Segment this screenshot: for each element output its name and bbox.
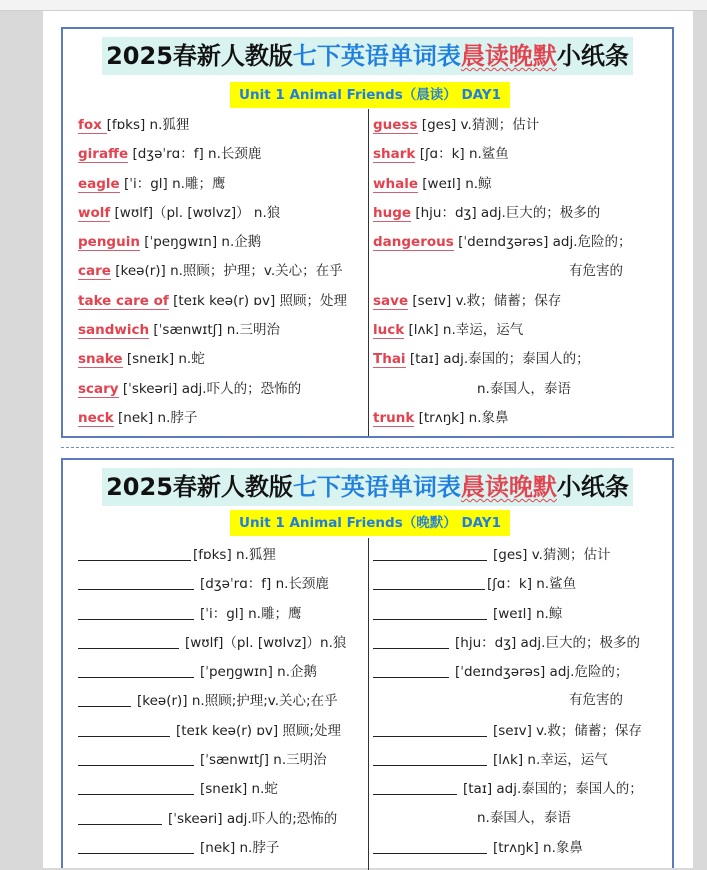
blank-hint: [ˈsænwɪtʃ] n.三明治 bbox=[200, 752, 327, 769]
word-row bbox=[373, 230, 668, 259]
answer-blank[interactable] bbox=[78, 806, 162, 825]
card-subtitle: Unit 1 Animal Friends（晚默） DAY1 bbox=[230, 510, 510, 536]
blank-row bbox=[78, 806, 373, 835]
word-definition: [ʃɑ：k] n.鲨鱼 bbox=[415, 146, 509, 163]
vocab-word: take care of bbox=[78, 292, 169, 309]
blank-hint: [weɪl] n.鲸 bbox=[493, 605, 563, 622]
word-row bbox=[78, 318, 373, 347]
word-row bbox=[78, 142, 373, 171]
word-definition: [dʒəˈrɑ：f] n.长颈鹿 bbox=[128, 146, 262, 163]
word-definition: [wʊlf]（pl. [wʊlvz]） n.狼 bbox=[110, 204, 281, 221]
word-row bbox=[78, 289, 373, 318]
word-definition: [ges] v.猜测；估计 bbox=[417, 117, 540, 133]
vocab-word: giraffe bbox=[78, 146, 129, 163]
word-definition: [ˈpeŋgwɪn] n.企鹅 bbox=[139, 234, 262, 251]
answer-blank[interactable] bbox=[78, 718, 170, 737]
blank-row-continuation bbox=[373, 806, 668, 835]
answer-blank[interactable] bbox=[373, 601, 487, 620]
word-row bbox=[78, 259, 373, 288]
blank-hint: [nek] n.脖子 bbox=[200, 839, 280, 856]
vocab-word: neck bbox=[78, 409, 114, 426]
blank-row bbox=[373, 718, 668, 747]
blank-hint: [ʃɑ：k] n.鲨鱼 bbox=[487, 576, 577, 593]
blank-row bbox=[78, 601, 373, 630]
card-subtitle: Unit 1 Animal Friends（晨读） DAY1 bbox=[230, 82, 510, 108]
word-definition: [ˈsænwɪtʃ] n.三明治 bbox=[149, 322, 281, 339]
answer-blank[interactable] bbox=[78, 630, 179, 649]
blank-row bbox=[373, 571, 668, 600]
word-definition: [weɪl] n.鲸 bbox=[417, 175, 492, 192]
word-row bbox=[373, 289, 668, 318]
word-definition: [hju：dʒ] adj.巨大的；极多的 bbox=[411, 204, 601, 221]
blank-row bbox=[78, 835, 373, 864]
blank-row bbox=[78, 688, 373, 717]
title-part3: 晨读晚默 bbox=[460, 473, 557, 501]
blank-hint: [keə(r)] n.照顾;护理;v.关心;在乎 bbox=[137, 693, 338, 710]
blank-row bbox=[78, 659, 373, 688]
blank-hint: [taɪ] adj.泰国的；泰国人的； bbox=[463, 781, 643, 798]
word-definition: [nek] n.脖子 bbox=[113, 409, 198, 426]
blank-row bbox=[373, 601, 668, 630]
blank-hint: [dʒəˈrɑ：f] n.长颈鹿 bbox=[200, 576, 329, 593]
word-row bbox=[373, 172, 668, 201]
vocab-word: save bbox=[373, 292, 409, 309]
word-column-right bbox=[373, 113, 668, 435]
vocab-word: scary bbox=[78, 380, 119, 397]
vocab-word: luck bbox=[373, 322, 405, 339]
blank-row-continuation bbox=[373, 688, 668, 717]
blank-hint: n.泰国人，泰语 bbox=[477, 809, 571, 826]
blank-hint: [lʌk] n.幸运，运气 bbox=[493, 752, 608, 769]
vocab-word: fox bbox=[78, 117, 107, 133]
word-definition: [taɪ] adj.泰国的；泰国人的； bbox=[405, 351, 590, 368]
blank-row bbox=[78, 776, 373, 805]
answer-blank[interactable] bbox=[373, 776, 457, 795]
word-definition: n.泰国人，泰语 bbox=[477, 380, 571, 397]
blank-row bbox=[78, 747, 373, 776]
cut-line bbox=[61, 447, 674, 448]
blank-hint: [ges] v.猜测；估计 bbox=[493, 547, 611, 563]
blank-column-right bbox=[373, 542, 668, 864]
word-row bbox=[78, 347, 373, 376]
blank-row bbox=[78, 571, 373, 600]
blank-row bbox=[373, 630, 668, 659]
blank-hint: [sneɪk] n.蛇 bbox=[200, 781, 278, 798]
blank-row bbox=[373, 542, 668, 571]
answer-blank[interactable] bbox=[78, 835, 194, 854]
blank-row bbox=[78, 630, 373, 659]
word-row bbox=[373, 406, 668, 435]
vocab-word: eagle bbox=[78, 175, 120, 192]
blank-hint: [seɪv] v.救；储蓄；保存 bbox=[493, 722, 642, 739]
title-part4: 小纸条 bbox=[556, 473, 629, 501]
answer-blank[interactable] bbox=[78, 601, 194, 620]
word-row bbox=[78, 172, 373, 201]
answer-blank[interactable] bbox=[373, 571, 485, 590]
word-row bbox=[78, 113, 373, 142]
answer-blank[interactable] bbox=[373, 659, 449, 678]
word-definition: [keə(r)] n.照顾；护理；v.关心；在乎 bbox=[110, 263, 343, 280]
blank-row bbox=[373, 747, 668, 776]
answer-blank[interactable] bbox=[78, 776, 194, 795]
word-definition: [seɪv] v.救；储蓄；保存 bbox=[408, 292, 562, 309]
blank-hint: [ˈi：gl] n.雕；鹰 bbox=[200, 605, 302, 622]
word-row bbox=[373, 201, 668, 230]
word-definition: [ˈi：gl] n.雕；鹰 bbox=[119, 175, 226, 192]
vocab-word: huge bbox=[373, 204, 412, 221]
blank-row bbox=[78, 718, 373, 747]
title-part2: 七下英语单词表 bbox=[292, 42, 461, 70]
answer-blank[interactable] bbox=[373, 630, 449, 649]
blank-hint: 有危害的 bbox=[569, 692, 623, 709]
blank-hint: [teɪk keə(r) ɒv] 照顾;处理 bbox=[176, 722, 341, 739]
word-column-left bbox=[78, 113, 373, 435]
word-row bbox=[78, 230, 373, 259]
vocab-word: penguin bbox=[78, 234, 140, 251]
answer-blank[interactable] bbox=[373, 718, 487, 737]
answer-blank[interactable] bbox=[373, 747, 487, 766]
word-definition: 有危害的 bbox=[569, 263, 623, 280]
toolbar bbox=[0, 0, 707, 11]
card-title bbox=[102, 37, 633, 75]
word-definition: [sneɪk] n.蛇 bbox=[122, 351, 205, 368]
blank-hint: [ˈpeŋgwɪn] n.企鹅 bbox=[200, 664, 317, 681]
word-definition: [fɒks] n.狐狸 bbox=[106, 117, 190, 133]
word-row bbox=[373, 318, 668, 347]
answer-blank[interactable] bbox=[373, 542, 487, 561]
answer-blank[interactable] bbox=[78, 688, 131, 707]
answer-blank[interactable] bbox=[78, 747, 194, 766]
word-definition: [trʌŋk] n.象鼻 bbox=[414, 409, 509, 426]
morning-reading-card bbox=[61, 27, 674, 438]
word-definition: [lʌk] n.幸运，运气 bbox=[404, 322, 524, 339]
vocab-word: care bbox=[78, 263, 111, 280]
answer-blank[interactable] bbox=[78, 659, 194, 678]
blank-hint: [fɒks] n.狐狸 bbox=[193, 547, 276, 563]
word-row-continuation bbox=[373, 259, 668, 288]
title-part4: 小纸条 bbox=[556, 42, 629, 70]
blank-row bbox=[373, 659, 668, 688]
word-row bbox=[373, 113, 668, 142]
vocab-word: whale bbox=[373, 175, 418, 192]
card-title bbox=[102, 468, 633, 506]
title-part1: 2025春新人教版 bbox=[106, 473, 293, 501]
vocab-word: snake bbox=[78, 351, 123, 368]
vocab-word: wolf bbox=[78, 204, 111, 221]
word-row bbox=[373, 347, 668, 376]
blank-hint: [hju：dʒ] adj.巨大的；极多的 bbox=[455, 634, 640, 651]
answer-blank[interactable] bbox=[373, 835, 487, 854]
blank-row bbox=[78, 542, 373, 571]
title-part1: 2025春新人教版 bbox=[106, 42, 293, 70]
vocab-word: sandwich bbox=[78, 322, 150, 339]
word-row bbox=[78, 201, 373, 230]
vocab-word: trunk bbox=[373, 409, 415, 426]
word-row bbox=[78, 406, 373, 435]
vocab-word: shark bbox=[373, 146, 416, 163]
word-definition: [ˈskeəri] adj.吓人的；恐怖的 bbox=[118, 380, 302, 397]
blank-hint: [wʊlf]（pl. [wʊlvz]）n.狼 bbox=[185, 634, 347, 651]
vocab-word: dangerous bbox=[373, 234, 454, 251]
title-part2: 七下英语单词表 bbox=[292, 473, 461, 501]
title-part3: 晨读晚默 bbox=[460, 42, 557, 70]
vocab-word: guess bbox=[373, 117, 418, 133]
blank-hint: [ˈskeəri] adj.吓人的;恐怖的 bbox=[168, 810, 338, 827]
blank-hint: [trʌŋk] n.象鼻 bbox=[493, 839, 583, 856]
blank-row bbox=[373, 776, 668, 805]
word-row bbox=[78, 377, 373, 406]
answer-blank[interactable] bbox=[78, 542, 191, 561]
blank-column-left bbox=[78, 542, 373, 864]
blank-hint: [ˈdeɪndʒərəs] adj.危险的； bbox=[455, 664, 629, 681]
answer-blank[interactable] bbox=[78, 571, 194, 590]
evening-dictation-card bbox=[61, 458, 674, 868]
word-definition: [teɪk keə(r) ɒv] 照顾；处理 bbox=[168, 292, 348, 309]
word-row-continuation bbox=[373, 377, 668, 406]
vocab-word: Thai bbox=[373, 351, 406, 368]
word-definition: [ˈdeɪndʒərəs] adj.危险的； bbox=[453, 234, 632, 251]
blank-row bbox=[373, 835, 668, 864]
word-row bbox=[373, 142, 668, 171]
